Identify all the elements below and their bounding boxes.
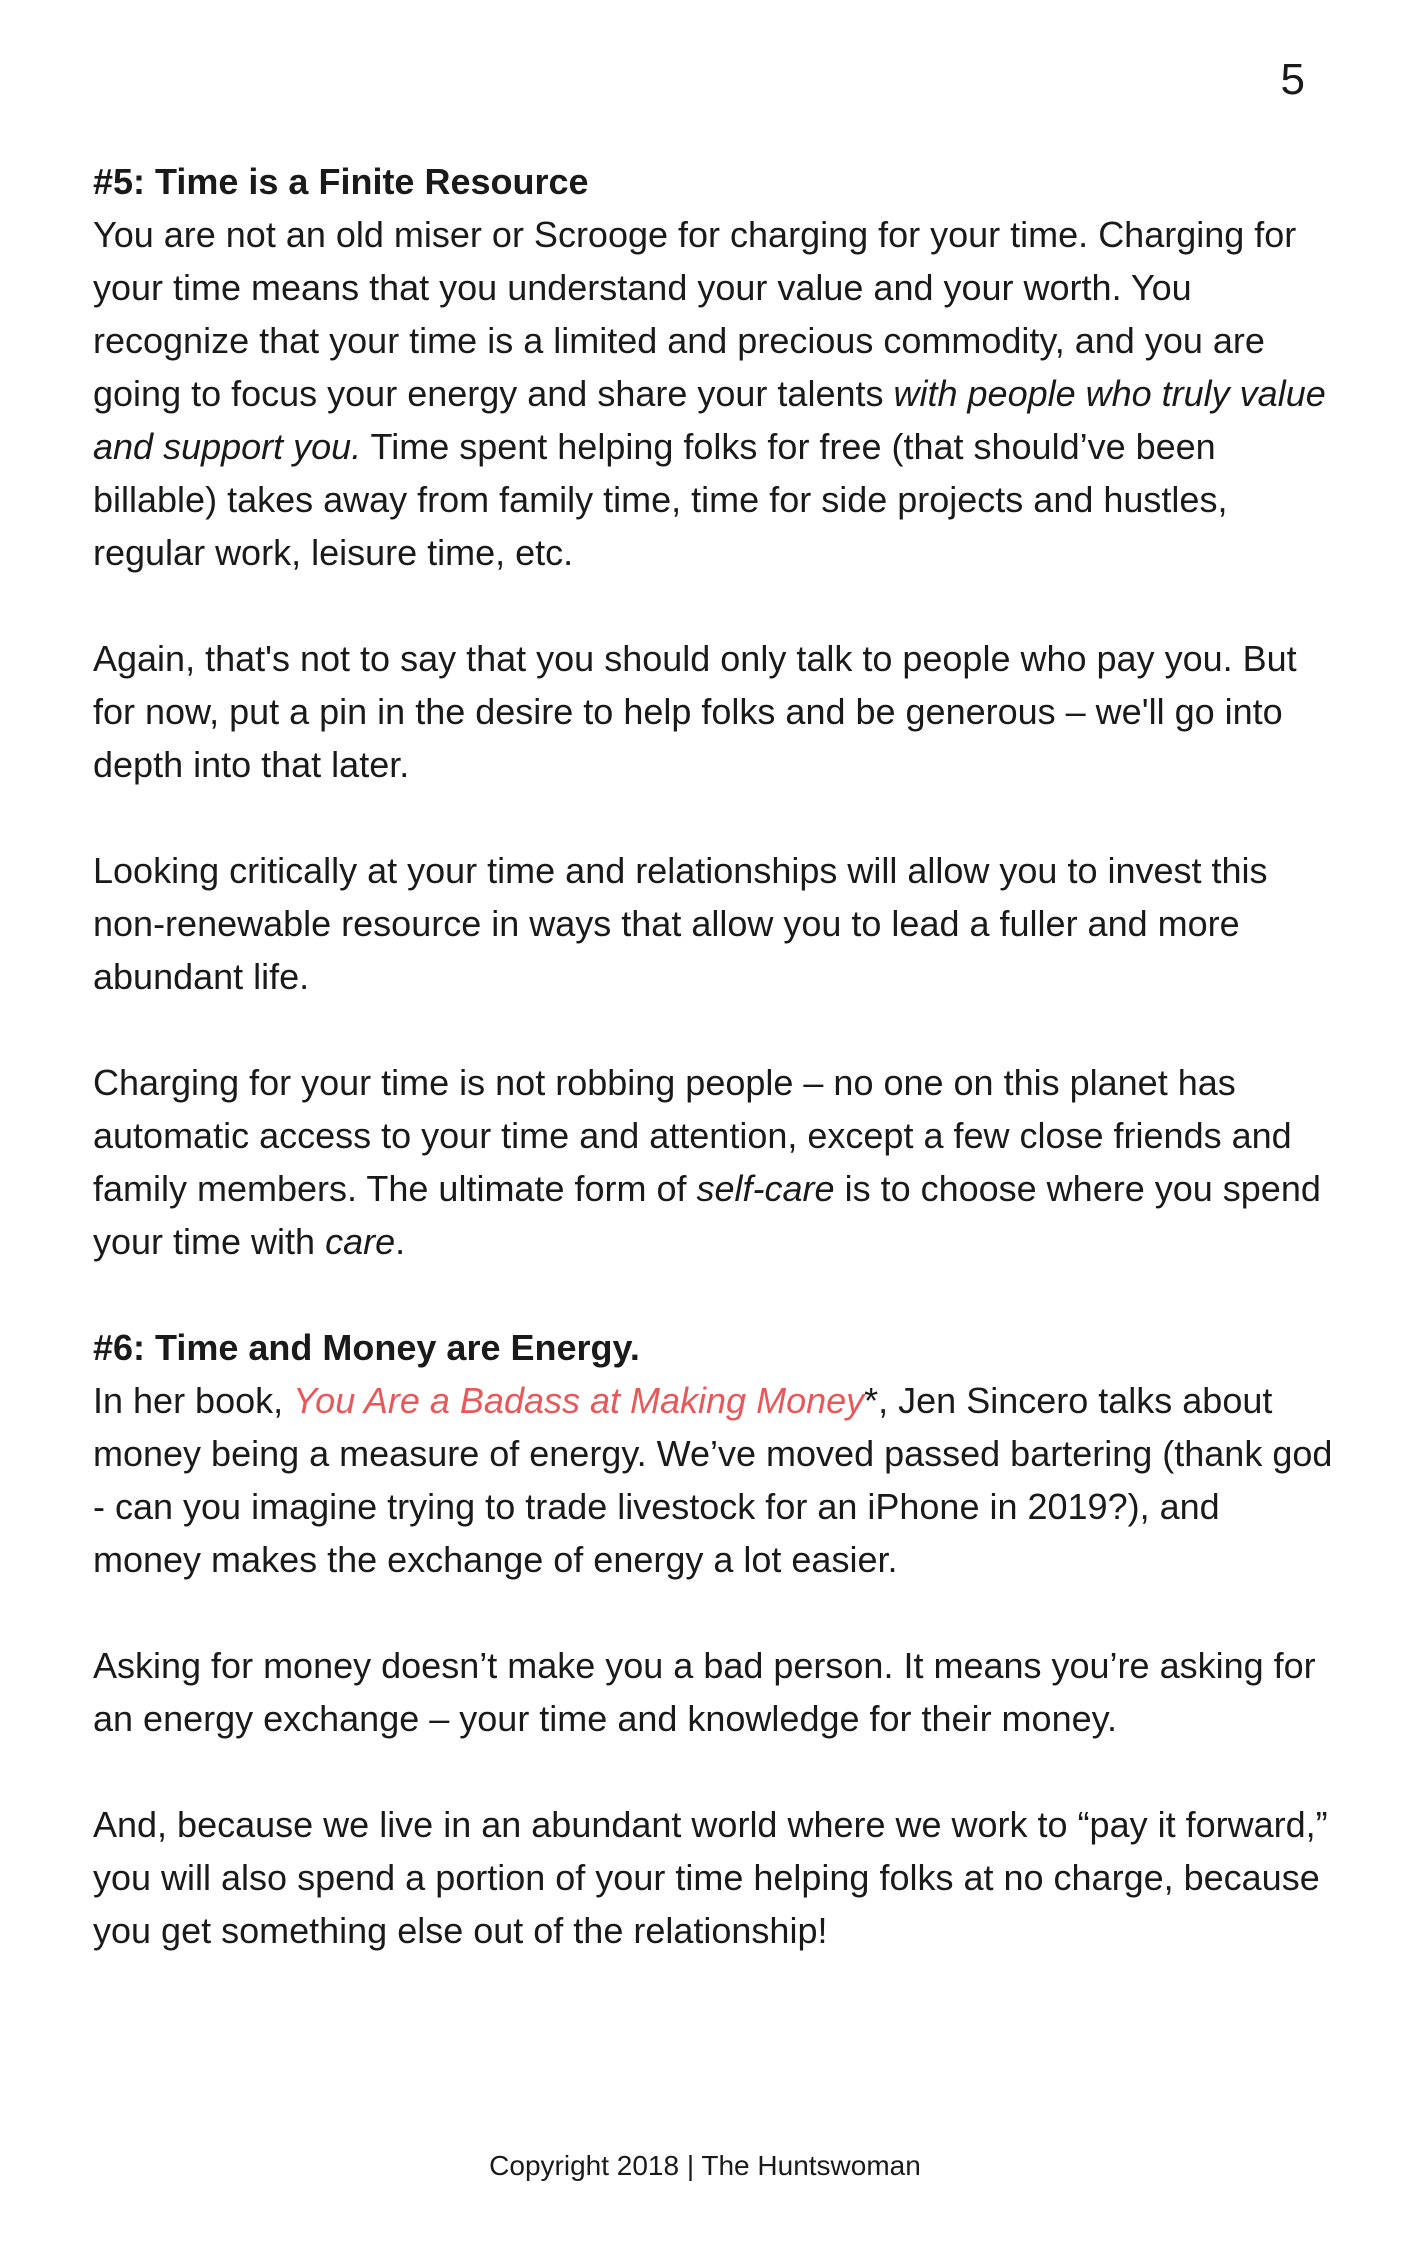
section-6-paragraph-3: And, because we live in an abundant world where we work to “pay it forward,” you will also spend a portion of your time helping folks at no charge, because you get something else out of the relationship! — [93, 1804, 1328, 1951]
emphasis-text: self-care — [696, 1168, 835, 1209]
section-6 — [93, 1321, 1333, 1586]
copyright-footer: Copyright 2018 | The Huntswoman — [489, 2150, 921, 2181]
text-run: . — [395, 1221, 406, 1262]
section-6-paragraph-2: Asking for money doesn’t make you a bad person. It means you’re asking for an energy exchange – your time and knowledge for their money. — [93, 1645, 1316, 1739]
section-5-paragraph-3: Looking critically at your time and relationships will allow you to invest this non-renewable resource in ways that allow you to lead a fuller and more abundant life. — [93, 850, 1268, 997]
section-5 — [93, 155, 1333, 579]
section-5-paragraph-4 — [93, 1056, 1333, 1268]
text-run: In her book, — [93, 1380, 294, 1421]
section-5-paragraph-3-block — [93, 844, 1333, 1003]
section-6-paragraph-1 — [93, 1374, 1333, 1586]
emphasis-text: with people who truly value and support you. — [93, 373, 1326, 467]
text-run: *, Jen Sincero talks about money being a measure of energy. We’ve moved passed bartering (thank god - can you imagine trying to trade livestock for an iPhone in 2019?), and money makes the exchange of energy a lot easier. — [93, 1380, 1333, 1580]
section-5-paragraph-2-block — [93, 632, 1333, 791]
text-run: Time spent helping folks for free (that should’ve been billable) takes away from family time, time for side projects and hustles, regular work, leisure time, etc. — [93, 426, 1228, 573]
page-number: 5 — [1280, 55, 1305, 104]
document-body — [93, 155, 1333, 2010]
section-6-paragraph-2-block — [93, 1639, 1333, 1745]
text-run: Charging for your time is not robbing people – no one on this planet has automatic access to your time and attention, except a few close friends and family members. The ultimate form of — [93, 1062, 1292, 1209]
book-title-link[interactable]: You Are a Badass at Making Money — [293, 1380, 865, 1421]
section-5-paragraph-4-block — [93, 1056, 1333, 1268]
text-run: is to choose where you spend your time with — [93, 1168, 1321, 1262]
section-5-paragraph-2: Again, that's not to say that you should only talk to people who pay you. But for now, put a pin in the desire to help folks and be generous – we'll go into depth into that later. — [93, 638, 1297, 785]
section-5-paragraph-1 — [93, 208, 1333, 579]
text-run: You are not an old miser or Scrooge for charging for your time. Charging for your time means that you understand your value and your worth. You recognize that your time is a limited and precious commodity, and you are going to focus your energy and share your talents — [93, 214, 1297, 414]
section-6-paragraph-3-block — [93, 1798, 1333, 1957]
emphasis-text: care — [325, 1221, 396, 1262]
section-5-heading: #5: Time is a Finite Resource — [93, 161, 589, 202]
section-6-heading: #6: Time and Money are Energy. — [93, 1327, 640, 1368]
